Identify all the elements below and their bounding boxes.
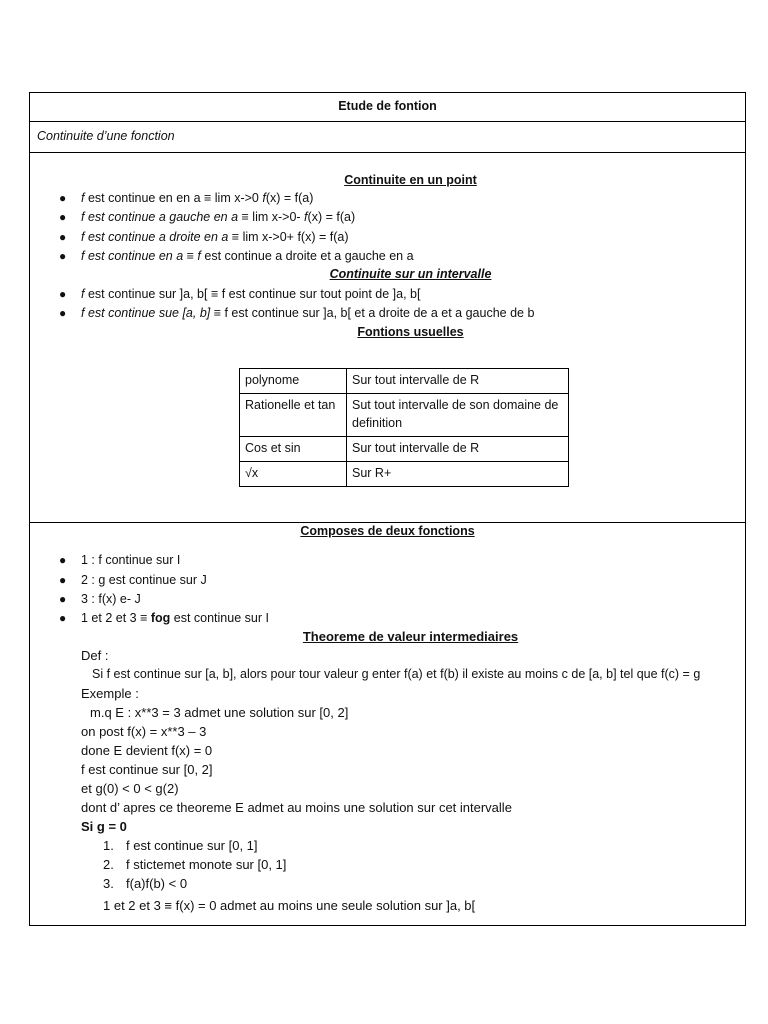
table-cell: √x	[240, 462, 347, 487]
table-row	[240, 437, 569, 462]
section-title-theorem: Theoreme de valeur intermediaires	[302, 629, 519, 644]
example-label: Exemple :	[81, 686, 139, 701]
def-text: Si f est continue sur [a, b], alors pour tour valeur g enter f(a) et f(b) il existe au moins c de [a, b] tel que f(c) = g	[92, 667, 701, 681]
usual-functions-table	[239, 368, 569, 487]
table-cell: polynome	[240, 369, 347, 394]
section-title-point: Continuite en un point	[344, 173, 477, 187]
title-row	[30, 93, 745, 122]
table-cell: Sut tout intervalle de son domaine de definition	[347, 394, 569, 437]
example-line: done E devient f(x) = 0	[81, 743, 213, 758]
composition-section: Composes de deux fonctions ● 1 : f continue sur I ● 2 : g est continue sur J ● 3 : f(x) e- J ● 1 et 2 et 3 ≡ fog est continue sur I Theoreme de valeur intermediaires Def : Si f est continue sur [a, b], alors pour tour valeur g enter f(a) et f(b) il existe au moins c de [a, b] tel que f(c) = g Exemple : m.q E : x**3 = 3 admet une solution sur [0, 2] on post f(x) = x**3 – 3 done E devient f(x) = 0 f est continue sur [0, 2] et g(0) < 0 < g(2) dont d’ apres ce theoreme E admet au moins une solution sur cet intervalle Si g = 0 1. f est continue sur [0, 1] 2. f stictemet monote sur [0, 1] 3. f(a)f(b) < 0 1 et 2 et 3 ≡ f(x) = 0 admet au moins une seule solution sur ]a, b[	[30, 523, 745, 927]
example-line: on post f(x) = x**3 – 3	[81, 724, 207, 739]
section-title-interval: Continuite sur un intervalle	[329, 267, 492, 281]
example-line: et g(0) < 0 < g(2)	[81, 781, 179, 796]
table-cell: Sur tout intervalle de R	[347, 437, 569, 462]
table-cell: Rationelle et tan	[240, 394, 347, 437]
conclusion-text: 1 et 2 et 3 ≡ f(x) = 0 admet au moins une seule solution sur ]a, b[	[103, 898, 476, 913]
table-row	[240, 462, 569, 487]
continuity-section: Continuite en un point ● f est continue en en a ≡ lim x->0 f(x) = f(a) ● f est continue a gauche en a ≡ lim x->0- f(x) = f(a) ● f est continue a droite en a ≡ lim x->0+ f(x) = f(a) ● f est continue en a ≡ f est continue a droite et a gauche en a Continuite sur un intervalle ● f est continue sur ]a, b[ ≡ f est continue sur tout point de ]a, b[ ● f est continue sue [a, b] ≡ f est continue sur ]a, b[ et a droite de a et a gauche de b Fontions usuelles polynome Sur tout intervalle de R Rationelle et tan Sut tout intervalle de son domaine de definition Cos et sin Sur tout intervalle de R √x Sur R+	[30, 153, 745, 523]
table-cell: Cos et sin	[240, 437, 347, 462]
page-title: Etude de fontion	[338, 99, 437, 113]
table-cell: Sur R+	[347, 462, 569, 487]
section-title-usuelles: Fontions usuelles	[357, 325, 464, 339]
document-table	[29, 92, 746, 926]
table-cell: Sur tout intervalle de R	[347, 369, 569, 394]
example-line: m.q E : x**3 = 3 admet une solution sur [0, 2]	[90, 705, 349, 720]
subtitle-row	[30, 122, 745, 153]
table-row	[240, 369, 569, 394]
def-label: Def :	[81, 648, 109, 663]
si-label: Si g = 0	[81, 819, 127, 834]
example-line: f est continue sur [0, 2]	[81, 762, 213, 777]
section-title-composes: Composes de deux fonctions	[300, 524, 475, 538]
example-line: dont d’ apres ce theoreme E admet au moins une solution sur cet intervalle	[81, 800, 512, 815]
table-row	[240, 394, 569, 437]
subtitle: Continuite d’une fonction	[37, 129, 175, 143]
